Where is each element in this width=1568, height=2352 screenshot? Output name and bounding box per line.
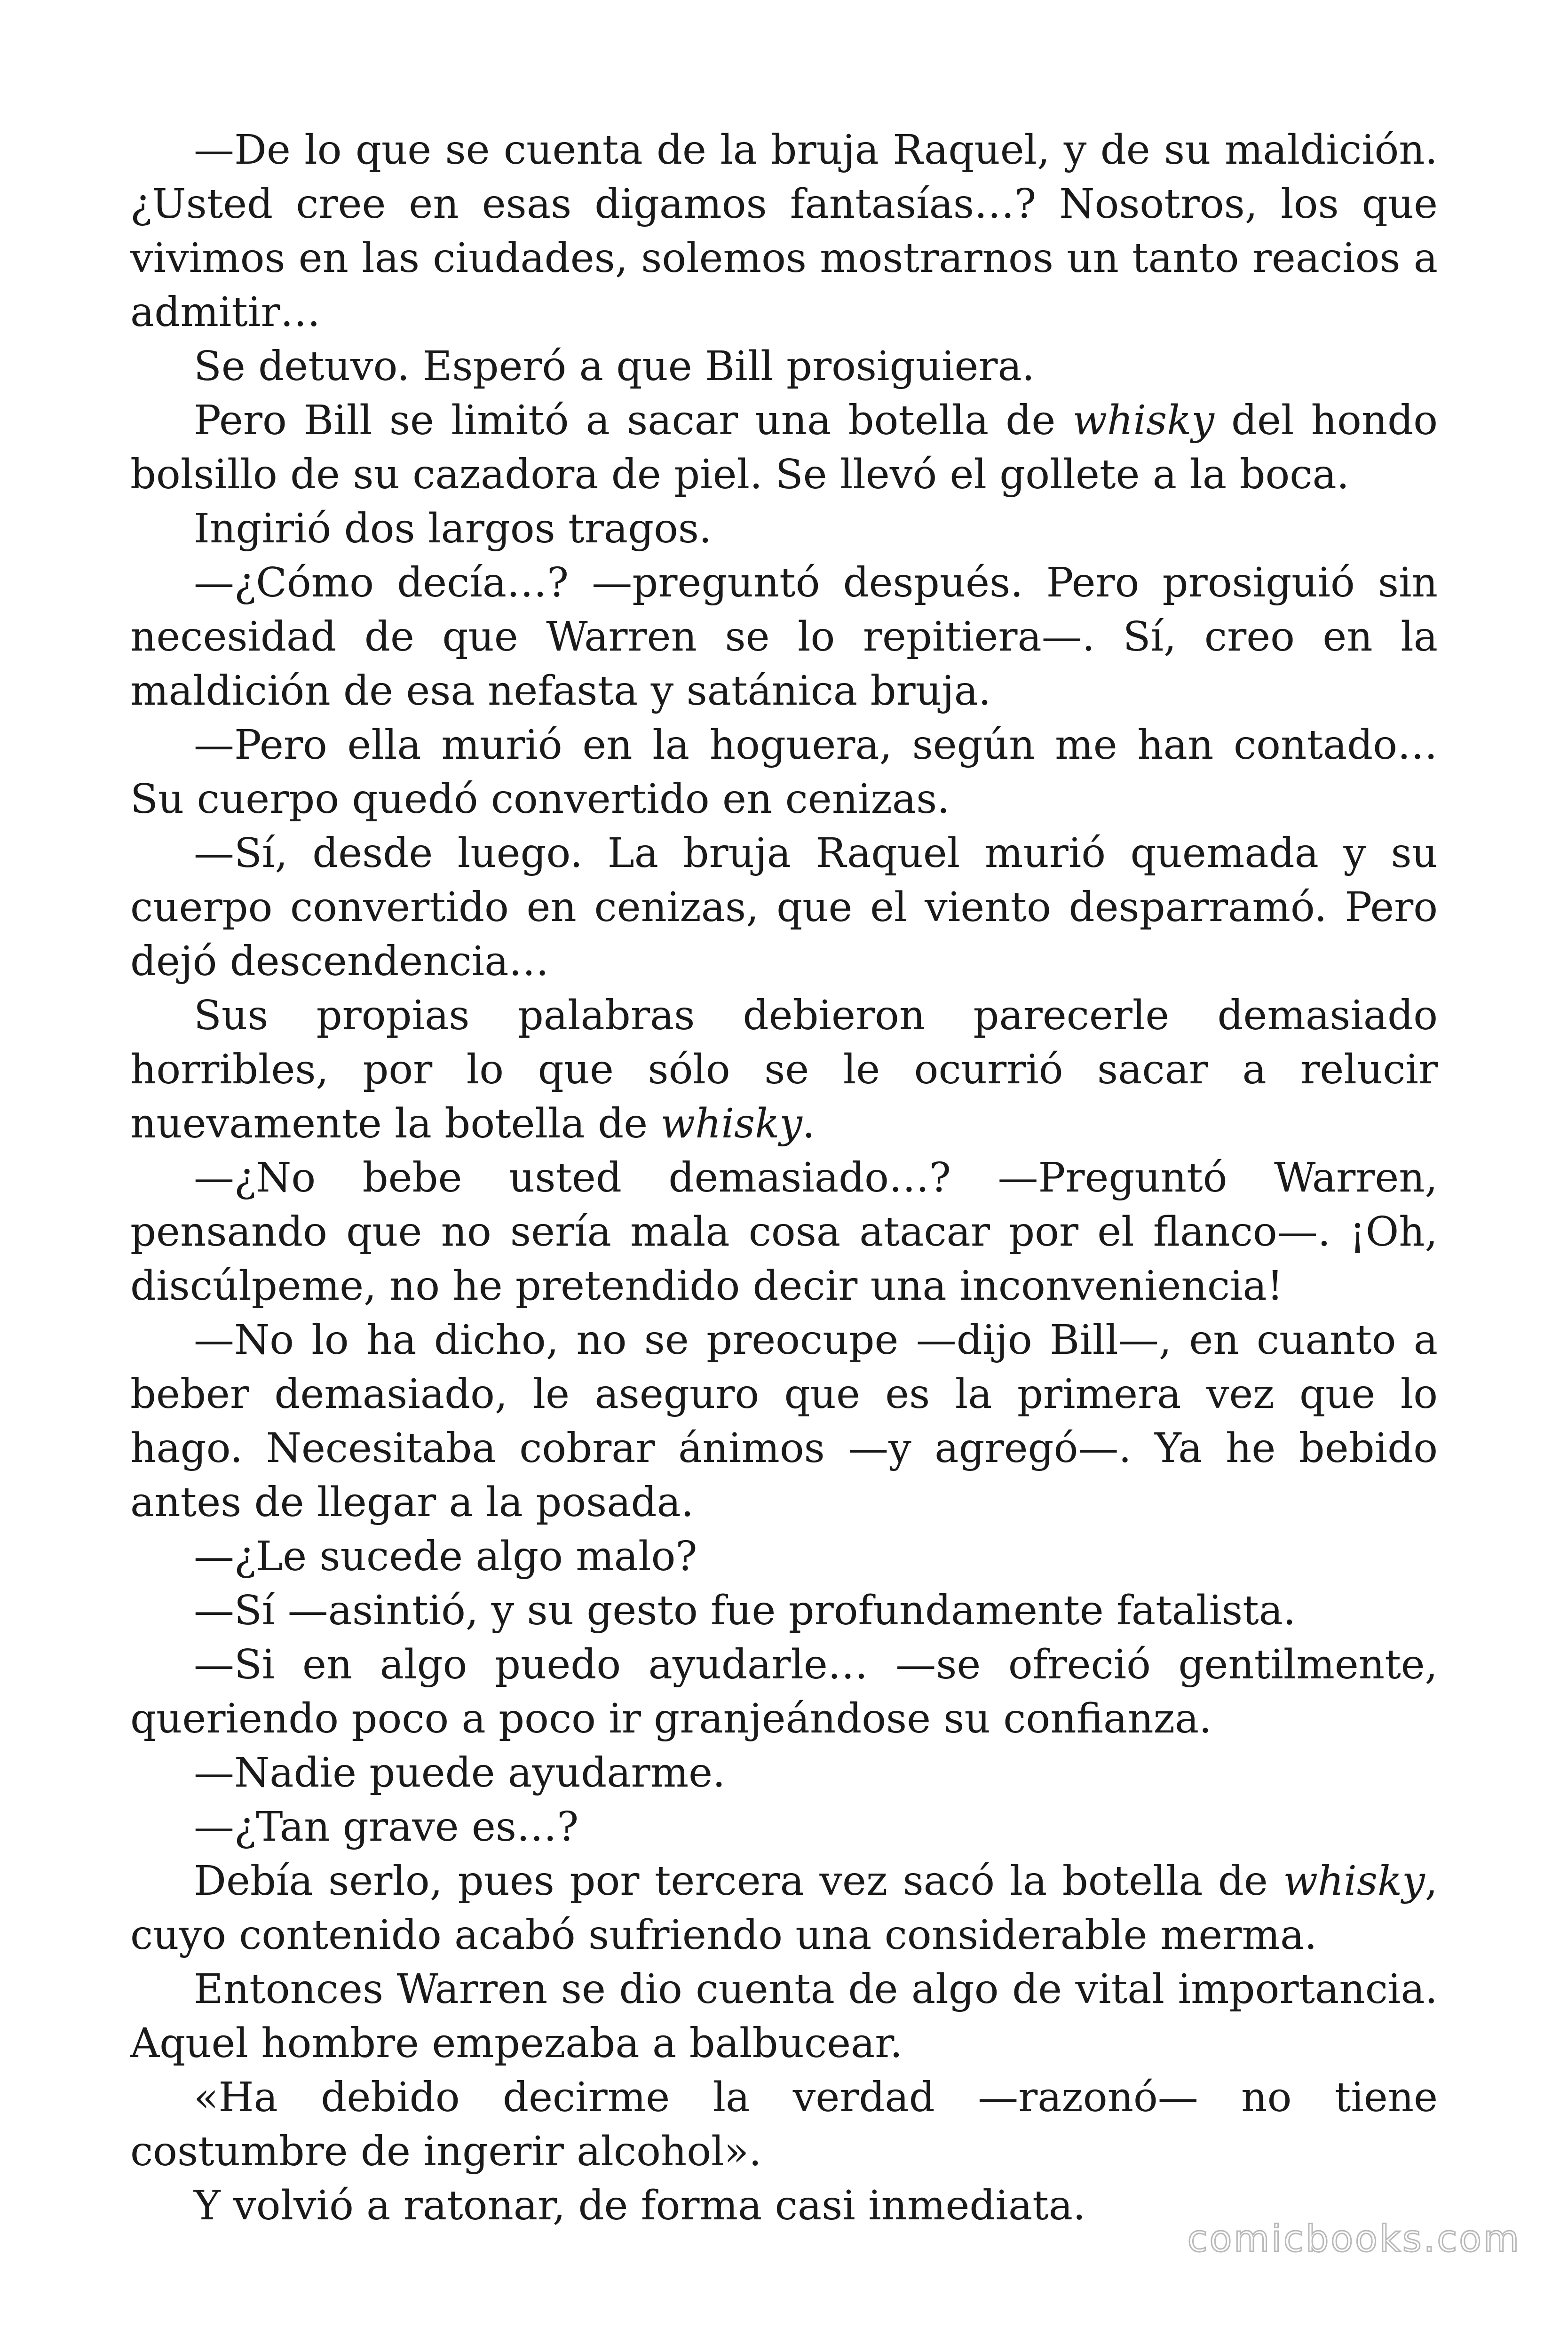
paragraph (130, 394, 1438, 502)
text-run: «Ha debido decirme la verdad —razonó— no tiene costumbre de ingerir alcohol». (130, 2074, 1438, 2175)
paragraph (130, 1584, 1438, 1638)
paragraph (130, 556, 1438, 718)
paragraph (130, 340, 1438, 394)
italic-word: whisky (1283, 1858, 1425, 1905)
paragraph (130, 1800, 1438, 1854)
paragraph (130, 1530, 1438, 1584)
text-run: —Pero ella murió en la hoguera, según me han contado… Su cuerpo quedó convertido en cenizas. (130, 722, 1438, 823)
text-run: . (802, 1100, 816, 1147)
paragraph (130, 1963, 1438, 2071)
text-run: Entonces Warren se dio cuenta de algo de vital importancia. Aquel hombre empezaba a balbucear. (130, 1966, 1438, 2067)
italic-word: whisky (1072, 397, 1214, 444)
paragraph (130, 1313, 1438, 1530)
paragraph (130, 123, 1438, 340)
paragraph (130, 1151, 1438, 1313)
paragraph (130, 989, 1438, 1151)
paragraph (130, 826, 1438, 989)
text-run: —Nadie puede ayudarme. (194, 1749, 726, 1796)
text-run: —Si en algo puedo ayudarle… —se ofreció gentilmente, queriendo poco a poco ir granjeándose su confianza. (130, 1641, 1438, 1742)
text-run: del hondo bolsillo de su cazadora de piel. Se llevó el gollete a la boca. (130, 397, 1438, 498)
paragraph (130, 718, 1438, 826)
text-run: Pero Bill se limitó a sacar una botella de (194, 397, 1073, 444)
paragraph (130, 1638, 1438, 1746)
text-run: Sus propias palabras debieron parecerle demasiado horribles, por lo que sólo se le ocurrió sacar a relucir nuevamente la botella de (130, 992, 1438, 1147)
text-run: , cuyo contenido acabó sufriendo una considerable merma. (130, 1858, 1438, 1959)
text-run: —De lo que se cuenta de la bruja Raquel, y de su maldición. ¿Usted cree en esas digamos fantasías…? Nosotros, los que vivimos en las ciudades, solemos mostrarnos un tanto reacios a admitir… (130, 127, 1438, 336)
text-run: Ingirió dos largos tragos. (194, 505, 712, 552)
text-run: —¿Tan grave es…? (194, 1804, 579, 1851)
paragraph (130, 1746, 1438, 1800)
text-run: —Sí —asintió, y su gesto fue profundamente fatalista. (194, 1587, 1296, 1634)
text-run: Y volvió a ratonar, de forma casi inmediata. (194, 2182, 1086, 2229)
text-run: —¿Le sucede algo malo? (194, 1533, 697, 1580)
text-run: —No lo ha dicho, no se preocupe —dijo Bill—, en cuanto a beber demasiado, le aseguro que es la primera vez que lo hago. Necesitaba cobrar ánimos —y agregó—. Ya he bebido antes de llegar a la posada. (130, 1317, 1438, 1526)
body-text (130, 123, 1438, 2233)
italic-word: whisky (660, 1100, 802, 1147)
paragraph (130, 502, 1438, 556)
text-run: —Sí, desde luego. La bruja Raquel murió quemada y su cuerpo convertido en cenizas, que el viento desparramó. Pero dejó descendencia… (130, 830, 1438, 985)
paragraph (130, 1854, 1438, 1963)
text-run: —¿No bebe usted demasiado…? —Preguntó Warren, pensando que no sería mala cosa atacar por el flanco—. ¡Oh, discúlpeme, no he pretendido decir una inconveniencia! (130, 1154, 1438, 1310)
watermark-logo: comicbooks.com (1187, 2218, 1521, 2260)
text-run: —¿Cómo decía…? —preguntó después. Pero prosiguió sin necesidad de que Warren se lo repitiera—. Sí, creo en la maldición de esa nefasta y satánica bruja. (130, 559, 1438, 715)
text-run: Debía serlo, pues por tercera vez sacó la botella de (194, 1858, 1283, 1905)
text-run: Se detuvo. Esperó a que Bill prosiguiera. (194, 343, 1035, 390)
paragraph (130, 2071, 1438, 2179)
